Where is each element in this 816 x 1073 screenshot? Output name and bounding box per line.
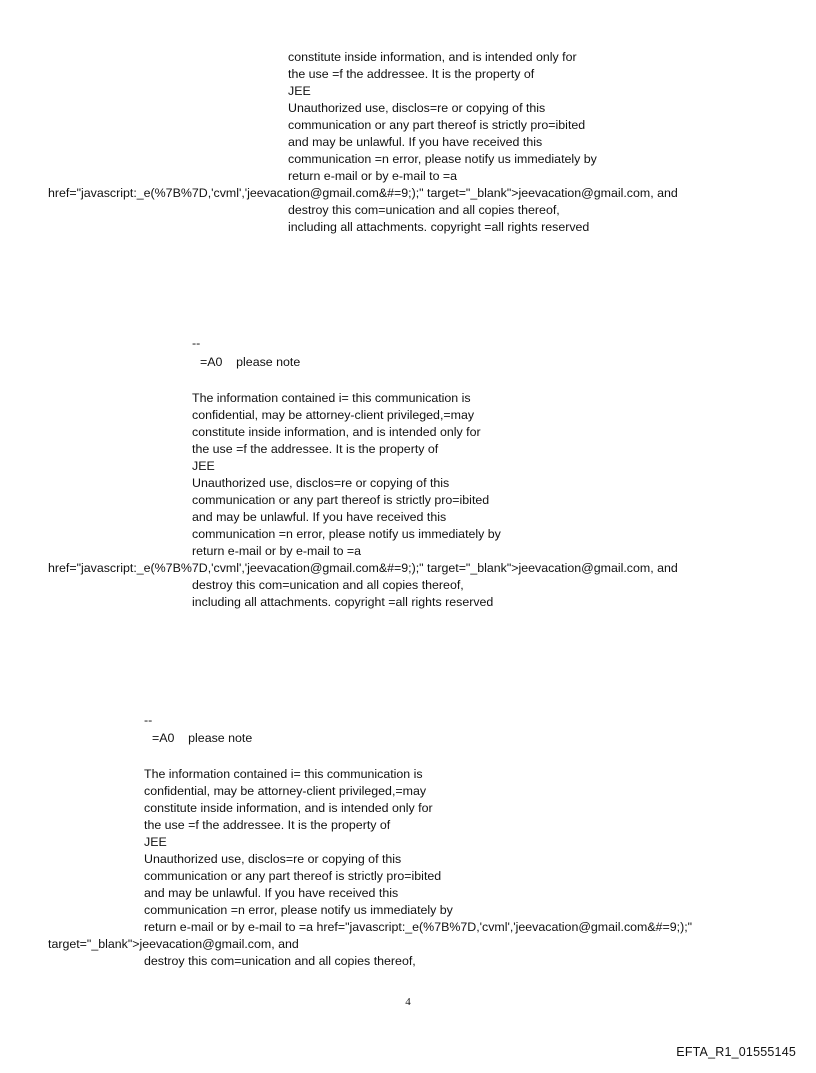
text-line: communication or any part thereof is strictly pro=ibited [192,493,490,507]
text-line: JEE [288,84,311,98]
text-line: Unauthorized use, disclos=re or copying of this [192,476,450,490]
text-line: constitute inside information, and is intended only for [144,801,433,815]
text-line: the use =f the addressee. It is the property of [192,442,439,456]
text-line: and may be unlawful. If you have received this [288,135,543,149]
text-line: confidential, may be attorney-client privileged,=may [192,408,475,422]
text-line: JEE [192,459,215,473]
text-line: href="javascript:_e(%7B%7D,'cvml','jeevacation@gmail.com&#=9;);" target="_blank">jeevacation@gmail.com, and [48,561,678,575]
text-line: confidential, may be attorney-client privileged,=may [144,784,427,798]
page-number: 4 [405,996,411,1008]
text-line: Unauthorized use, disclos=re or copying of this [144,852,402,866]
text-line: constitute inside information, and is intended only for [192,425,481,439]
text-line: return e-mail or by e-mail to =a [192,544,362,558]
text-line: destroy this com=unication and all copies thereof, [192,578,464,592]
text-line: constitute inside information, and is intended only for [288,50,577,64]
text-line: return e-mail or by e-mail to =a href="javascript:_e(%7B%7D,'cvml','jeevacation@gmail.com&#=9;);" [144,920,693,934]
text-line: return e-mail or by e-mail to =a [288,169,458,183]
text-line: communication =n error, please notify us immediately by [144,903,453,917]
text-line: including all attachments. copyright =all rights reserved [288,220,590,234]
text-line: and may be unlawful. If you have received this [192,510,447,524]
text-line: the use =f the addressee. It is the property of [288,67,535,81]
please-note-heading: =A0 please note [152,731,253,745]
text-line: destroy this com=unication and all copies thereof, [144,954,416,968]
text-line: the use =f the addressee. It is the property of [144,818,391,832]
text-line: JEE [144,835,167,849]
text-line: communication or any part thereof is strictly pro=ibited [144,869,442,883]
signature-separator: -- [144,713,153,727]
text-line: target="_blank">jeevacation@gmail.com, and [48,937,299,951]
text-line: Unauthorized use, disclos=re or copying of this [288,101,546,115]
text-line: communication or any part thereof is strictly pro=ibited [288,118,586,132]
text-line: including all attachments. copyright =all rights reserved [192,595,494,609]
text-line: and may be unlawful. If you have received this [144,886,399,900]
text-line: The information contained i= this communication is [192,391,471,405]
text-line: destroy this com=unication and all copies thereof, [288,203,560,217]
bates-number: EFTA_R1_01555145 [676,1045,796,1059]
text-line: communication =n error, please notify us immediately by [192,527,501,541]
text-line: The information contained i= this communication is [144,767,423,781]
please-note-heading: =A0 please note [200,355,301,369]
signature-separator: -- [192,336,201,350]
text-line: communication =n error, please notify us immediately by [288,152,597,166]
text-line: href="javascript:_e(%7B%7D,'cvml','jeevacation@gmail.com&#=9;);" target="_blank">jeevacation@gmail.com, and [48,186,678,200]
